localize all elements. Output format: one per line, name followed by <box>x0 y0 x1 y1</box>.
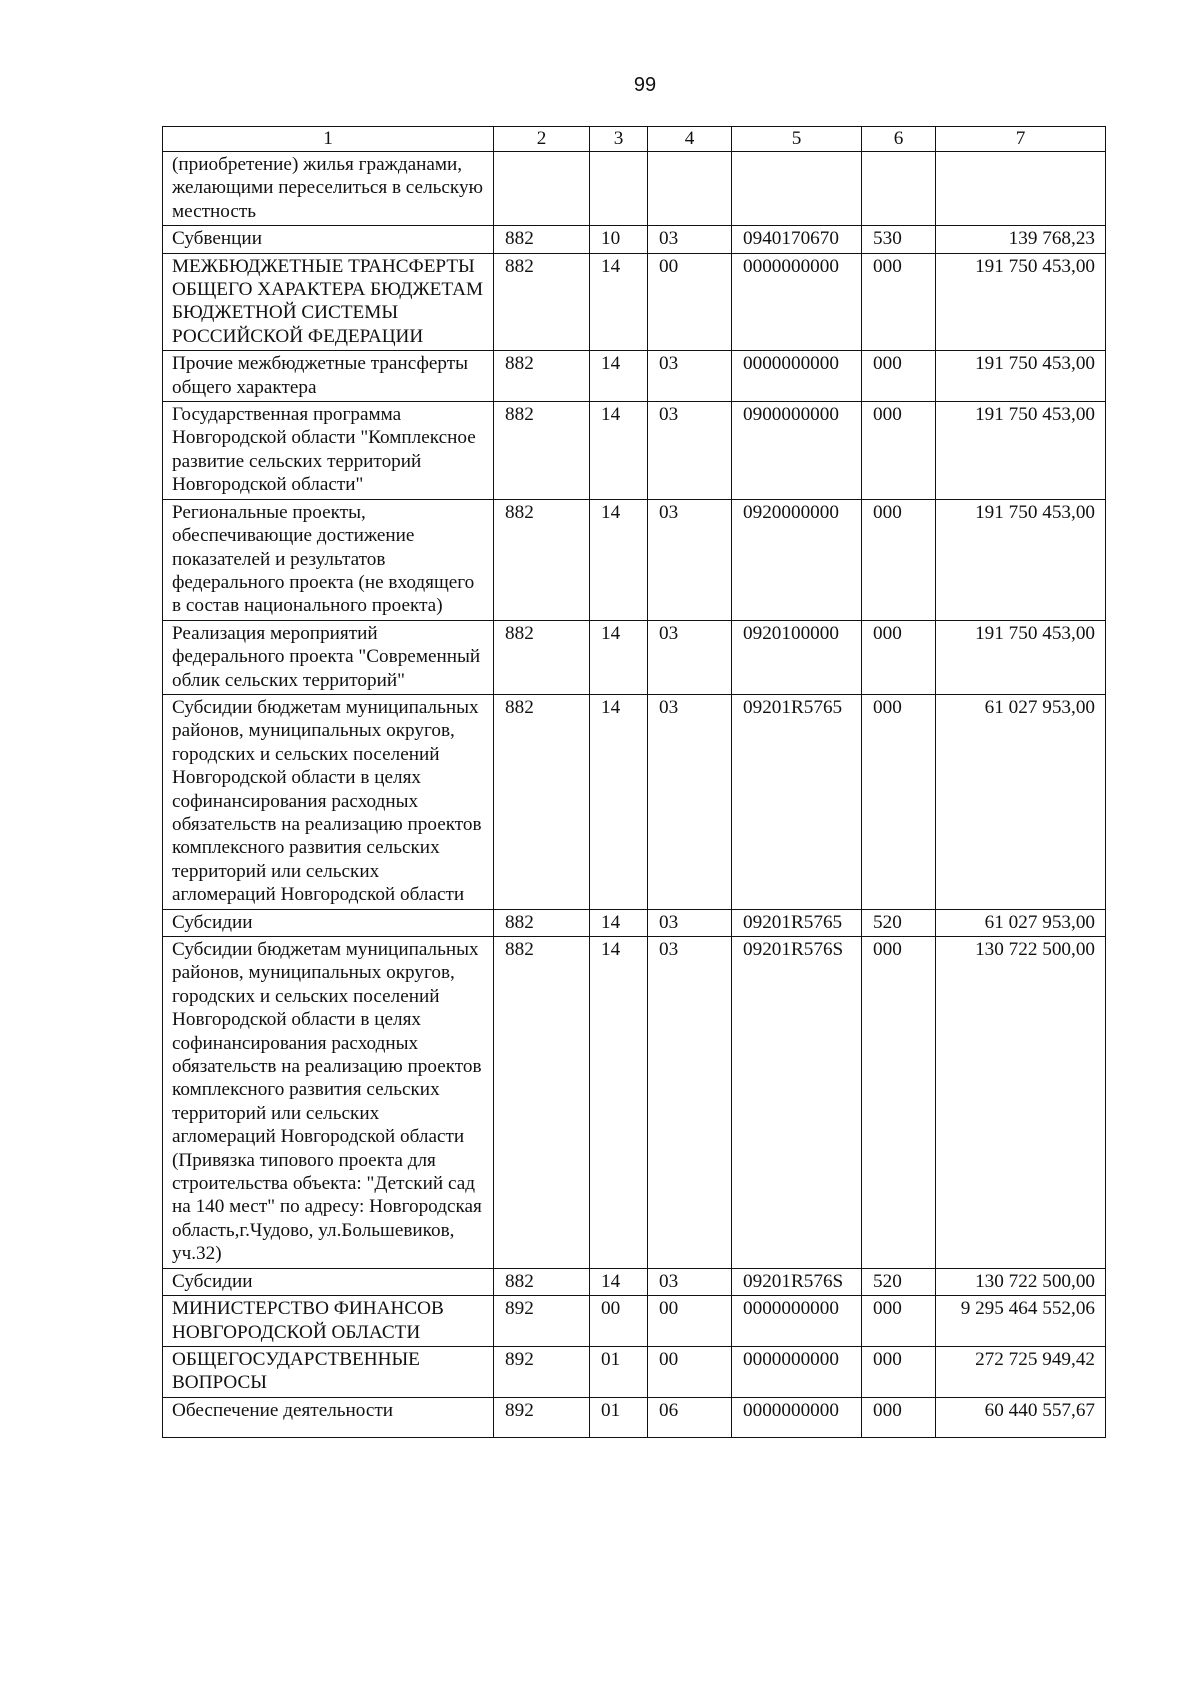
cell-col6: 520 <box>862 1268 936 1295</box>
cell-amount: 191 750 453,00 <box>936 620 1106 694</box>
cell-col6: 000 <box>862 620 936 694</box>
row-name: (приобретение) жилья гражданами, желающими переселиться в сельскую местность <box>163 152 494 226</box>
cell-col6: 000 <box>862 253 936 351</box>
row-name: Субсидии <box>163 909 494 936</box>
cell-amount: 61 027 953,00 <box>936 909 1106 936</box>
table-row <box>163 499 1106 620</box>
cell-amount: 139 768,23 <box>936 226 1106 253</box>
row-name: Субвенции <box>163 226 494 253</box>
cell-col4: 03 <box>648 694 732 909</box>
cell-col3: 14 <box>590 1268 648 1295</box>
table-row <box>163 152 1106 226</box>
cell-col4: 03 <box>648 909 732 936</box>
cell-col3: 14 <box>590 937 648 1269</box>
cell-col3: 14 <box>590 402 648 500</box>
cell-col5: 0940170670 <box>732 226 862 253</box>
cell-col3: 14 <box>590 694 648 909</box>
row-name: Государственная программа Новгородской области "Комплексное развитие сельских территорий Новгородской области" <box>163 402 494 500</box>
cell-col3: 14 <box>590 909 648 936</box>
cell-col4: 03 <box>648 937 732 1269</box>
cell-amount: 9 295 464 552,06 <box>936 1296 1106 1347</box>
cell-col2: 882 <box>494 1268 590 1295</box>
cell-col6: 000 <box>862 937 936 1269</box>
cell-col6: 000 <box>862 1296 936 1347</box>
cell-col4: 00 <box>648 1346 732 1397</box>
cell-col2: 882 <box>494 909 590 936</box>
table-row <box>163 1296 1106 1347</box>
row-name: Реализация мероприятий федерального проекта "Современный облик сельских территорий" <box>163 620 494 694</box>
cell-col2: 882 <box>494 351 590 402</box>
cell-col3: 14 <box>590 499 648 620</box>
table-row <box>163 620 1106 694</box>
cell-col5: 0000000000 <box>732 1397 862 1437</box>
table-row <box>163 694 1106 909</box>
column-header-6: 6 <box>862 127 936 152</box>
cell-amount: 61 027 953,00 <box>936 694 1106 909</box>
column-header-5: 5 <box>732 127 862 152</box>
cell-col4: 03 <box>648 351 732 402</box>
column-header-7: 7 <box>936 127 1106 152</box>
budget-table <box>162 126 1106 1438</box>
row-name: МИНИСТЕРСТВО ФИНАНСОВ НОВГОРОДСКОЙ ОБЛАСТИ <box>163 1296 494 1347</box>
column-header-1: 1 <box>163 127 494 152</box>
cell-col2: 892 <box>494 1346 590 1397</box>
row-name: Обеспечение деятельности <box>163 1397 494 1437</box>
column-header-2: 2 <box>494 127 590 152</box>
table-row <box>163 1346 1106 1397</box>
row-name: Прочие межбюджетные трансферты общего характера <box>163 351 494 402</box>
row-name: Субсидии бюджетам муниципальных районов, муниципальных округов, городских и сельских поселений Новгородской области в целях софинансирования расходных обязательств на реализацию проектов комплексного развития сельских территорий или сельских агломераций Новгородской области (Привязка типового проекта для строительства объекта: "Детский сад на 140 мест" по адресу: Новгородская область,г.Чудово, ул.Большевиков, уч.32) <box>163 937 494 1269</box>
cell-col2: 892 <box>494 1296 590 1347</box>
cell-amount: 191 750 453,00 <box>936 499 1106 620</box>
table-row <box>163 1268 1106 1295</box>
cell-col2: 882 <box>494 226 590 253</box>
cell-col2: 882 <box>494 402 590 500</box>
cell-col5: 0000000000 <box>732 351 862 402</box>
cell-col2: 882 <box>494 620 590 694</box>
cell-col5 <box>732 152 862 226</box>
cell-col2: 882 <box>494 937 590 1269</box>
header-row <box>163 127 1106 152</box>
table-row <box>163 909 1106 936</box>
cell-col6 <box>862 152 936 226</box>
table-row <box>163 1397 1106 1437</box>
row-name: Региональные проекты, обеспечивающие достижение показателей и результатов федерального проекта (не входящего в состав национального проекта) <box>163 499 494 620</box>
cell-col6: 000 <box>862 1397 936 1437</box>
cell-col5: 0920000000 <box>732 499 862 620</box>
cell-col5: 0900000000 <box>732 402 862 500</box>
cell-col2 <box>494 152 590 226</box>
table-row <box>163 226 1106 253</box>
cell-col6: 530 <box>862 226 936 253</box>
cell-col2: 882 <box>494 253 590 351</box>
cell-col3: 10 <box>590 226 648 253</box>
cell-amount <box>936 152 1106 226</box>
cell-amount: 191 750 453,00 <box>936 351 1106 402</box>
cell-col6: 520 <box>862 909 936 936</box>
cell-col5: 09201R576S <box>732 937 862 1269</box>
cell-col5: 0000000000 <box>732 253 862 351</box>
cell-col3: 01 <box>590 1397 648 1437</box>
row-name: МЕЖБЮДЖЕТНЫЕ ТРАНСФЕРТЫ ОБЩЕГО ХАРАКТЕРА БЮДЖЕТАМ БЮДЖЕТНОЙ СИСТЕМЫ РОССИЙСКОЙ ФЕДЕРАЦИИ <box>163 253 494 351</box>
cell-col6: 000 <box>862 694 936 909</box>
column-header-3: 3 <box>590 127 648 152</box>
row-name: Субсидии <box>163 1268 494 1295</box>
cell-col3: 14 <box>590 351 648 402</box>
cell-col4: 03 <box>648 402 732 500</box>
cell-amount: 60 440 557,67 <box>936 1397 1106 1437</box>
cell-col5: 09201R576S <box>732 1268 862 1295</box>
cell-col2: 882 <box>494 499 590 620</box>
cell-col3: 14 <box>590 620 648 694</box>
cell-col6: 000 <box>862 1346 936 1397</box>
page-number: 99 <box>633 74 657 96</box>
cell-amount: 191 750 453,00 <box>936 253 1106 351</box>
table-row <box>163 937 1106 1269</box>
table-row <box>163 253 1106 351</box>
cell-col5: 0000000000 <box>732 1296 862 1347</box>
cell-col4 <box>648 152 732 226</box>
column-header-4: 4 <box>648 127 732 152</box>
cell-col4: 03 <box>648 226 732 253</box>
cell-col4: 00 <box>648 253 732 351</box>
cell-col4: 06 <box>648 1397 732 1437</box>
row-name: ОБЩЕГОСУДАРСТВЕННЫЕ ВОПРОСЫ <box>163 1346 494 1397</box>
cell-col2: 882 <box>494 694 590 909</box>
cell-col3: 14 <box>590 253 648 351</box>
cell-col5: 0000000000 <box>732 1346 862 1397</box>
cell-col4: 03 <box>648 620 732 694</box>
cell-col5: 09201R5765 <box>732 694 862 909</box>
cell-col5: 09201R5765 <box>732 909 862 936</box>
cell-amount: 191 750 453,00 <box>936 402 1106 500</box>
cell-col5: 0920100000 <box>732 620 862 694</box>
cell-col6: 000 <box>862 499 936 620</box>
cell-amount: 130 722 500,00 <box>936 937 1106 1269</box>
cell-col3: 00 <box>590 1296 648 1347</box>
cell-col4: 03 <box>648 1268 732 1295</box>
cell-amount: 130 722 500,00 <box>936 1268 1106 1295</box>
cell-col2: 892 <box>494 1397 590 1437</box>
cell-col6: 000 <box>862 402 936 500</box>
table-row <box>163 402 1106 500</box>
cell-col4: 00 <box>648 1296 732 1347</box>
table-row <box>163 351 1106 402</box>
cell-col4: 03 <box>648 499 732 620</box>
cell-col3: 01 <box>590 1346 648 1397</box>
row-name: Субсидии бюджетам муниципальных районов, муниципальных округов, городских и сельских поселений Новгородской области в целях софинансирования расходных обязательств на реализацию проектов комплексного развития сельских территорий или сельских агломераций Новгородской области <box>163 694 494 909</box>
cell-col6: 000 <box>862 351 936 402</box>
cell-col3 <box>590 152 648 226</box>
cell-amount: 272 725 949,42 <box>936 1346 1106 1397</box>
